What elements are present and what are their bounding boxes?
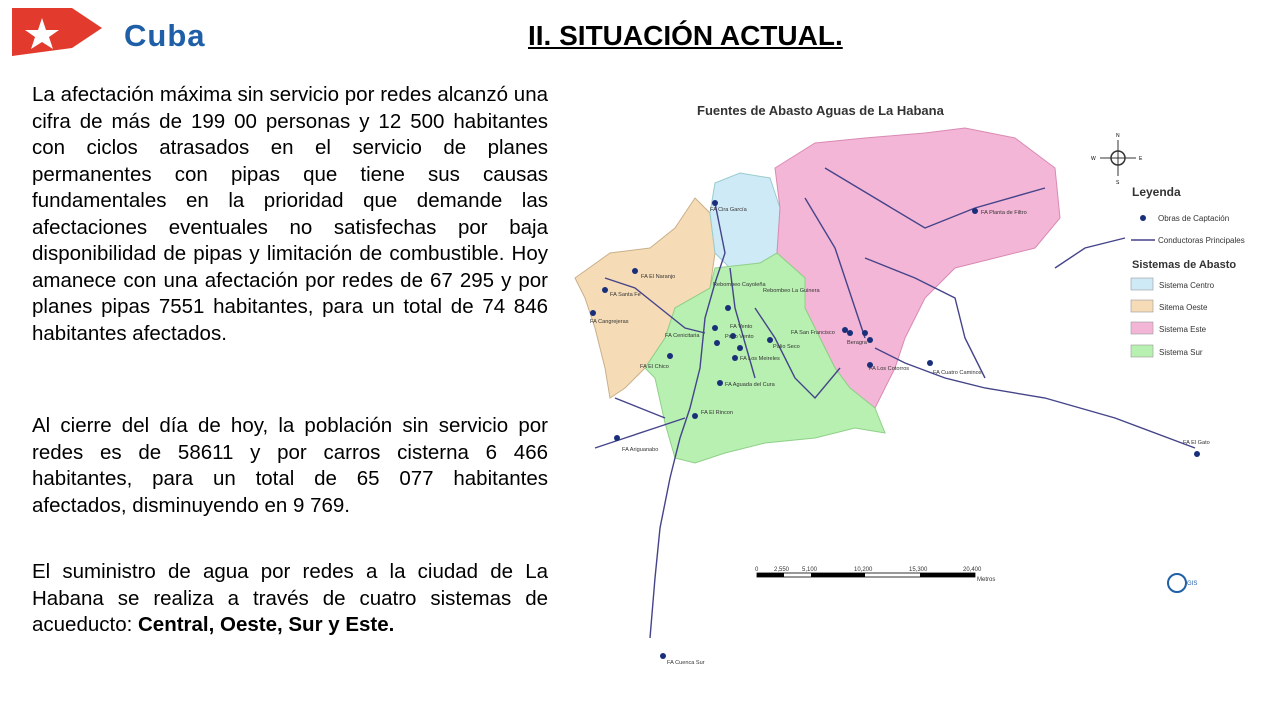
- source-label: FA El Gato: [1183, 440, 1210, 446]
- paragraph-cierre: Al cierre del día de hoy, la población sin servicio por redes es de 58611 y por carros cisterna 6 466 habitantes, para un total de 65 077 habitantes afectados, disminuyendo en 9 769.: [32, 414, 548, 517]
- source-label: FA Los Cotorros: [869, 366, 910, 372]
- source-point: [972, 208, 978, 214]
- source-point: [712, 200, 718, 206]
- water-supply-map: [565, 78, 1265, 678]
- source-label: FA El Naranjo: [641, 274, 676, 280]
- source-label: Pozo Vento: [725, 334, 754, 340]
- paragraph-suministro-bold: Central, Oeste, Sur y Este.: [138, 613, 395, 636]
- cuba-logo: [12, 8, 242, 58]
- source-label: FA Cenicitaria: [665, 333, 700, 339]
- source-point: [717, 380, 723, 386]
- source-label: FA Cuenca Sur: [667, 660, 705, 666]
- legend-obras: Obras de Captación: [1158, 214, 1230, 223]
- legend-swatch-centro: [1131, 278, 1153, 290]
- source-point: [712, 325, 718, 331]
- legend-label-este: Sistema Este: [1159, 325, 1207, 334]
- paragraph-suministro-text: El suministro de agua por redes a la ciudad de La Habana se realiza a través de cuatro sistemas de acueducto:: [32, 560, 548, 636]
- source-point: [732, 355, 738, 361]
- compass-w: W: [1091, 156, 1096, 162]
- cuba-flag-icon: [12, 8, 112, 58]
- scale-tick: 10,200: [854, 567, 873, 573]
- source-point: [1194, 451, 1200, 457]
- legend-conductoras: Conductoras Principales: [1158, 236, 1245, 245]
- legend-label-centro: Sistema Centro: [1159, 281, 1215, 290]
- source-label: Rebombeo Cayoleña: [713, 282, 766, 288]
- source-label: FA Ariguanabo: [622, 447, 659, 453]
- source-point: [692, 413, 698, 419]
- source-label: FA Aguada del Cura: [725, 382, 775, 388]
- compass-s: S: [1116, 180, 1120, 186]
- scale-unit: Metros: [977, 577, 996, 583]
- source-point: [867, 337, 873, 343]
- map-legend: [1131, 185, 1245, 357]
- source-point: [632, 268, 638, 274]
- source-point: [667, 353, 673, 359]
- legend-swatch-sur: [1131, 345, 1153, 357]
- legend-swatch-oeste: [1131, 300, 1153, 312]
- scale-tick: 20,400: [963, 567, 982, 573]
- legend-label-sur: Sistema Sur: [1159, 348, 1203, 357]
- source-point: [725, 305, 731, 311]
- source-label: Palio Seco: [773, 344, 800, 350]
- page-title: II. SITUACIÓN ACTUAL.: [528, 20, 843, 51]
- paragraph-suministro: [32, 559, 548, 639]
- paragraph-afectacion: La afectación máxima sin servicio por redes alcanzó una cifra de más de 199 00 personas y 12 500 habitantes con ciclos atrasados en el servicio de planes permanentes con pipas que tiene sus causas fundamentales en la prioridad que demande las afectaciones eventuales no satisfechas por baja disponibilidad de pipas y limitación de combustible. Hoy amanece con una afectación por redes de 67 295 y por planes pipas 7551 habitantes, para un total de 74 846 habitantes afectados.: [32, 83, 548, 345]
- source-point: [927, 360, 933, 366]
- source-point: [614, 435, 620, 441]
- source-label: FA Santa Fe: [610, 292, 641, 298]
- source-label: FA Planta de Filtro: [981, 210, 1027, 216]
- gis-logo-icon: [1168, 574, 1197, 592]
- source-point: [660, 653, 666, 659]
- scale-tick: 5,100: [802, 567, 818, 573]
- source-label: Beragra: [847, 340, 867, 346]
- scale-tick: 15,300: [909, 567, 928, 573]
- region-centro: [710, 173, 780, 268]
- source-label: FA San Francisco: [791, 330, 835, 336]
- source-point: [602, 287, 608, 293]
- source-point: [590, 310, 596, 316]
- source-label: FA El Rincon: [701, 410, 734, 416]
- logo-text: Cuba: [124, 18, 206, 53]
- credit-text: GIS: [1187, 581, 1198, 587]
- scale-bar: [755, 567, 995, 583]
- compass-icon: [1091, 133, 1143, 186]
- source-label: FA Vento: [730, 324, 753, 330]
- source-point: [767, 337, 773, 343]
- legend-label-oeste: Sitema Oeste: [1159, 303, 1208, 312]
- legend-dot-icon: [1140, 215, 1146, 221]
- map-title: Fuentes de Abasto Aguas de La Habana: [697, 103, 944, 118]
- compass-e: E: [1139, 156, 1143, 162]
- source-label: FA Cangrejeras: [590, 319, 629, 325]
- legend-heading: Leyenda: [1132, 185, 1181, 199]
- source-point: [847, 330, 853, 336]
- source-label: Rebombeo La Guinera: [763, 288, 820, 294]
- source-label: FA Cuatro Caminos: [933, 370, 982, 376]
- source-label: FA El Chico: [640, 364, 669, 370]
- scale-tick: 2,550: [774, 567, 790, 573]
- source-label: FA Cira García: [710, 207, 747, 213]
- source-point: [714, 340, 720, 346]
- legend-swatch-este: [1131, 322, 1153, 334]
- source-label: FA Los Meireles: [740, 356, 780, 362]
- source-point: [737, 345, 743, 351]
- source-point: [862, 330, 868, 336]
- source-point: [842, 327, 848, 333]
- compass-n: N: [1116, 133, 1120, 139]
- scale-tick: 0: [755, 567, 759, 573]
- legend-sistemas-heading: Sistemas de Abasto: [1132, 259, 1237, 271]
